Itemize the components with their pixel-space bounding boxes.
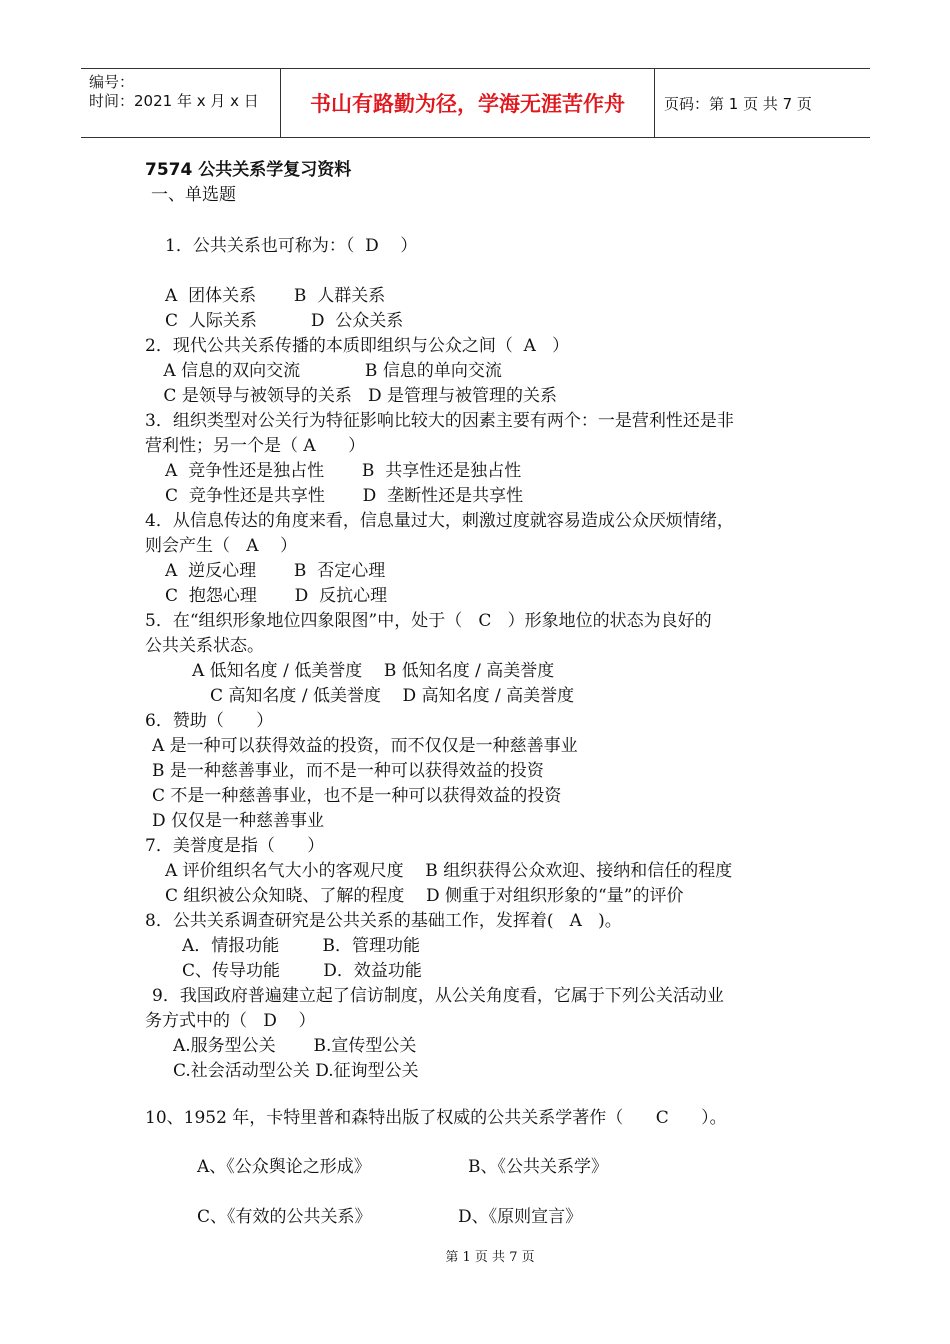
text-line: 公共关系状态。	[145, 636, 264, 656]
number-label: 编号：	[89, 73, 135, 91]
text-line: C 组织被公众知晓、了解的程度 D 侧重于对组织形象的“量”的评价	[165, 886, 684, 906]
text-line: 务方式中的（ D ）	[145, 1011, 316, 1031]
text-line: A 信息的双向交流 B 信息的单向交流	[158, 361, 502, 381]
header-meta	[81, 69, 281, 137]
text-line: A、《公众舆论之形成》 B、《公共关系学》	[197, 1157, 609, 1177]
text-line: C 高知名度 / 低美誉度 D 高知名度 / 高美誉度	[210, 686, 575, 706]
text-line: A.服务型公关 B.宣传型公关	[173, 1036, 417, 1056]
text-line: 6．赞助（ ）	[145, 711, 274, 731]
text-line: A 竞争性还是独占性 B 共享性还是独占性	[165, 461, 522, 481]
section-heading: 一、单选题	[151, 185, 236, 205]
text-line: A．情报功能 B．管理功能	[182, 936, 420, 956]
text-line: C 人际关系 D 公众关系	[165, 311, 404, 331]
text-line: A 评价组织名气大小的客观尺度 B 组织获得公众欢迎、接纳和信任的程度	[165, 861, 733, 881]
text-line: 7．美誉度是指（ ）	[145, 836, 325, 856]
text-line: C 不是一种慈善事业，也不是一种可以获得效益的投资	[152, 786, 562, 806]
text-line: B 是一种慈善事业，而不是一种可以获得效益的投资	[152, 761, 544, 781]
text-line: A 逆反心理 B 否定心理	[165, 561, 386, 581]
text-line: C 是领导与被领导的关系 D 是管理与被管理的关系	[158, 386, 558, 406]
header-page-label: 页码：第 1 页 共 7 页	[664, 94, 812, 113]
text-line: A 是一种可以获得效益的投资，而不仅仅是一种慈善事业	[152, 736, 578, 756]
text-line: A 低知名度 / 低美誉度 B 低知名度 / 高美誉度	[192, 661, 555, 681]
text-line: C、传导功能 D．效益功能	[182, 961, 422, 981]
text-line: 3．组织类型对公关行为特征影响比较大的因素主要有两个：一是营利性还是非	[145, 411, 734, 431]
text-line: C 抱怨心理 D 反抗心理	[165, 586, 388, 606]
text-line: 2．现代公共关系传播的本质即组织与公众之间（ A ）	[145, 336, 570, 356]
text-line: 5．在“组织形象地位四象限图”中，处于（ C ）形象地位的状态为良好的	[145, 611, 712, 631]
text-line: C 竞争性还是共享性 D 垄断性还是共享性	[165, 486, 524, 506]
date-label: 时间：2021 年 x 月 x 日	[89, 92, 259, 110]
text-line: 营利性；另一个是（ A ）	[145, 436, 366, 456]
text-line: 则会产生（ A ）	[145, 536, 298, 556]
text-line: 9．我国政府普遍建立起了信访制度，从公关角度看，它属于下列公关活动业	[152, 986, 724, 1006]
document-title: 7574 公共关系学复习资料	[145, 160, 352, 180]
text-line: 1．公共关系也可称为：（ D ）	[165, 236, 418, 256]
text-line: 10、1952 年，卡特里普和森特出版了权威的公共关系学著作（ C ）。	[145, 1108, 727, 1128]
page-header	[81, 68, 870, 138]
text-line: 4．从信息传达的角度来看，信息量过大，刺激过度就容易造成公众厌烦情绪，	[145, 511, 734, 531]
header-motto: 书山有路勤为径，学海无涯苦作舟	[281, 69, 655, 137]
text-line: D 仅仅是一种慈善事业	[152, 811, 325, 831]
text-line: A 团体关系 B 人群关系	[165, 286, 386, 306]
text-line: C.社会活动型公关 D.征询型公关	[173, 1061, 419, 1081]
text-line: C、《有效的公共关系》 D、《原则宣言》	[197, 1207, 583, 1227]
text-line: 8．公共关系调查研究是公共关系的基础工作，发挥着( A )。	[145, 911, 622, 931]
page-footer: 第 1 页 共 7 页	[445, 1250, 535, 1265]
